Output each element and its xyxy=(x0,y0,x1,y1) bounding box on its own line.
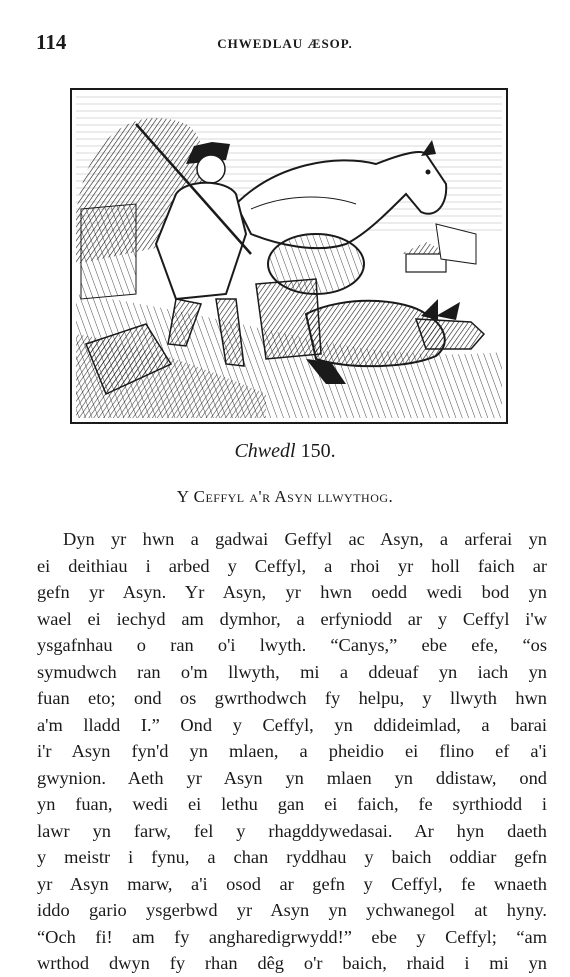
caption-label: Chwedl xyxy=(234,440,296,462)
text-line: i'r Asyn fyn'd yn mlaen, a pheidio ei flino ef a'i xyxy=(37,741,547,761)
text-line: symudwch ran o'm llwyth, mi a ddeuaf yn iach yn xyxy=(37,661,547,682)
text-line: a'm lladd I.” Ond y Ceffyl, yn ddideimlad, a barai xyxy=(37,714,547,735)
text-line: gwynion. Aeth yr Asyn yn mlaen yn ddistaw, ond xyxy=(37,767,547,788)
text-line: Dyn yr hwn a gadwai Geffyl ac Asyn, a arferai yn xyxy=(63,529,547,549)
fable-title: Y Ceffyl a'r Asyn llwythog. xyxy=(176,487,394,506)
text-line: wrthod dwyn fy rhan dêg o'r baich, rhaid i mi yn xyxy=(37,953,547,973)
figure-caption xyxy=(0,440,570,463)
text-line: lawr yn farw, fel y rhagddywedasai. Ar hyn daeth xyxy=(37,820,547,841)
text-line: iddo gario ysgerbwd yr Asyn yn ychwanegol at hyny. xyxy=(37,900,547,920)
text-line: y meistr i fynu, a chan ryddhau y baich oddiar gefn xyxy=(37,847,547,867)
text-line: ei deithiau i arbed y Ceffyl, a rhoi yr holl faich ar xyxy=(37,555,547,576)
text-line: fuan eto; ond os gwrthodwch fy helpu, y llwyth hwn xyxy=(37,688,547,708)
running-head: CHWEDLAU ÆSOP. xyxy=(217,36,353,51)
text-line: yn fuan, wedi ei lethu gan ei faich, fe syrthiodd i xyxy=(37,794,547,814)
text-line: yr Asyn marw, a'i osod ar gefn y Ceffyl, fe wnaeth xyxy=(37,873,547,894)
text-line: gefn yr Asyn. Yr Asyn, yr hwn oedd wedi bod yn xyxy=(37,582,547,602)
body-text xyxy=(37,526,547,977)
woodcut-drawing xyxy=(76,94,502,418)
woodcut-illustration xyxy=(70,88,508,424)
caption-number: 150. xyxy=(300,440,336,462)
text-line: “Och fi! am fy angharedigrwydd!” ebe y Ceffyl; “am xyxy=(37,926,547,947)
text-line: ysgafnhau o ran o'i lwyth. “Canys,” ebe efe, “os xyxy=(37,635,547,655)
text-line: wael ei iechyd am dymhor, a erfyniodd ar y Ceffyl i'w xyxy=(37,608,547,629)
page-number: 114 xyxy=(36,30,67,54)
